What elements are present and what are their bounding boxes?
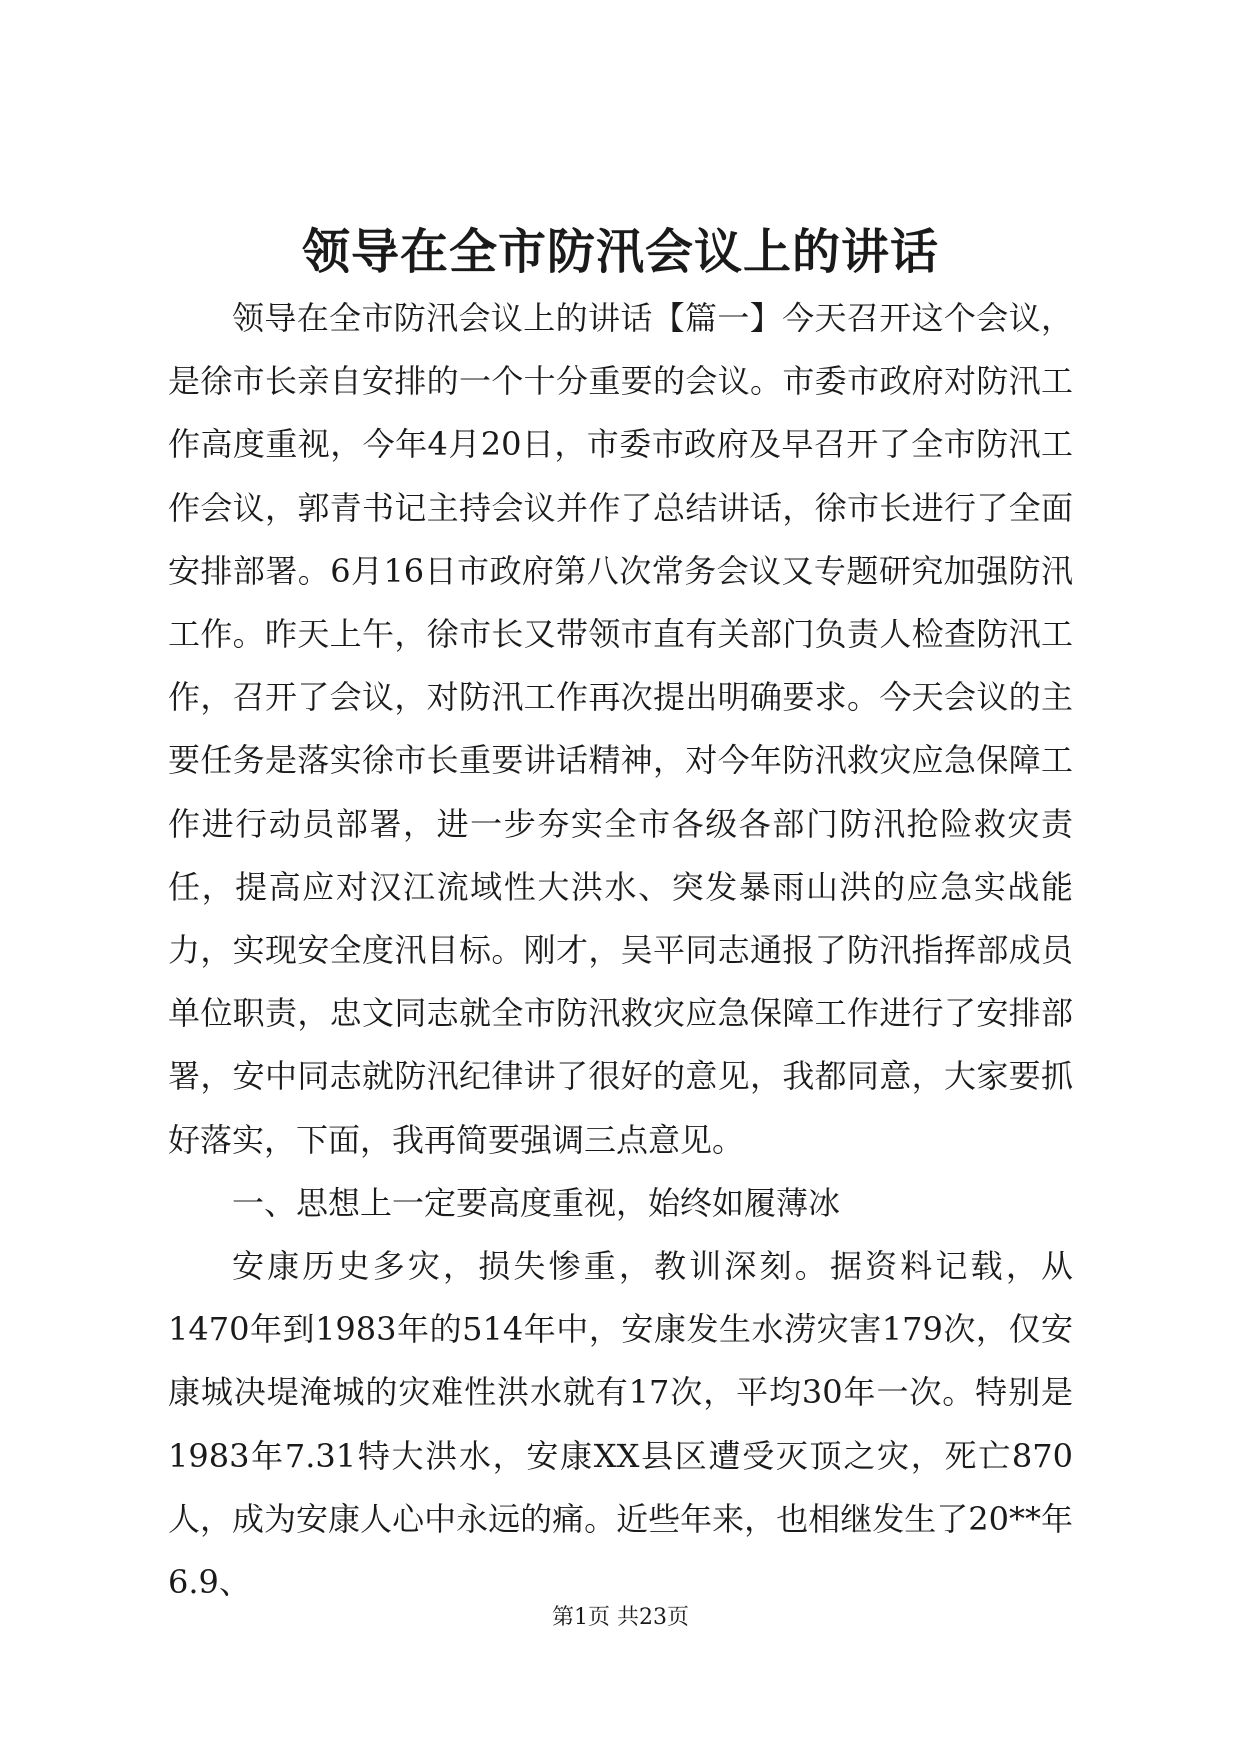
paragraph-history: 安康历史多灾，损失惨重，教训深刻。据资料记载，从1470年到1983年的514年中，安康发生水涝灾害179次，仅安康城决堤淹城的灾难性洪水就有17次，平均30年一次。特别是1983年7.31特大洪水，安康XX县区遭受灭顶之灾，死亡870人，成为安康人心中永远的痛。近些年来，也相继发生了20**年6.9、 [168, 1247, 1073, 1602]
paragraph-intro: 领导在全市防汛会议上的讲话【篇一】今天召开这个会议，是徐市长亲自安排的一个十分重要的会议。市委市政府对防汛工作高度重视，今年4月20日，市委市政府及早召开了全市防汛工作会议，郭青书记主持会议并作了总结讲话，徐市长进行了全面安排部署。6月16日市政府第八次常务会议又专题研究加强防汛工作。昨天上午，徐市长又带领市直有关部门负责人检查防汛工作，召开了会议，对防汛工作再次提出明确要求。今天会议的主要任务是落实徐市长重要讲话精神，对今年防汛救灾应急保障工作进行动员部署，进一步夯实全市各级各部门防汛抢险救灾责任，提高应对汉江流域性大洪水、突发暴雨山洪的应急实战能力，实现安全度汛目标。刚才，吴平同志通报了防汛指挥部成员单位职责，忠文同志就全市防汛救灾应急保障工作进行了安排部署，安中同志就防汛纪律讲了很好的意见，我都同意，大家要抓好落实，下面，我再简要强调三点意见。 [168, 299, 1073, 1159]
document-body [168, 287, 1073, 1614]
page-footer: 第1页 共23页 [552, 1605, 689, 1630]
section-heading: 一、思想上一定要高度重视，始终如履薄冰 [232, 1183, 841, 1222]
document-title: 领导在全市防汛会议上的讲话 [301, 224, 939, 280]
